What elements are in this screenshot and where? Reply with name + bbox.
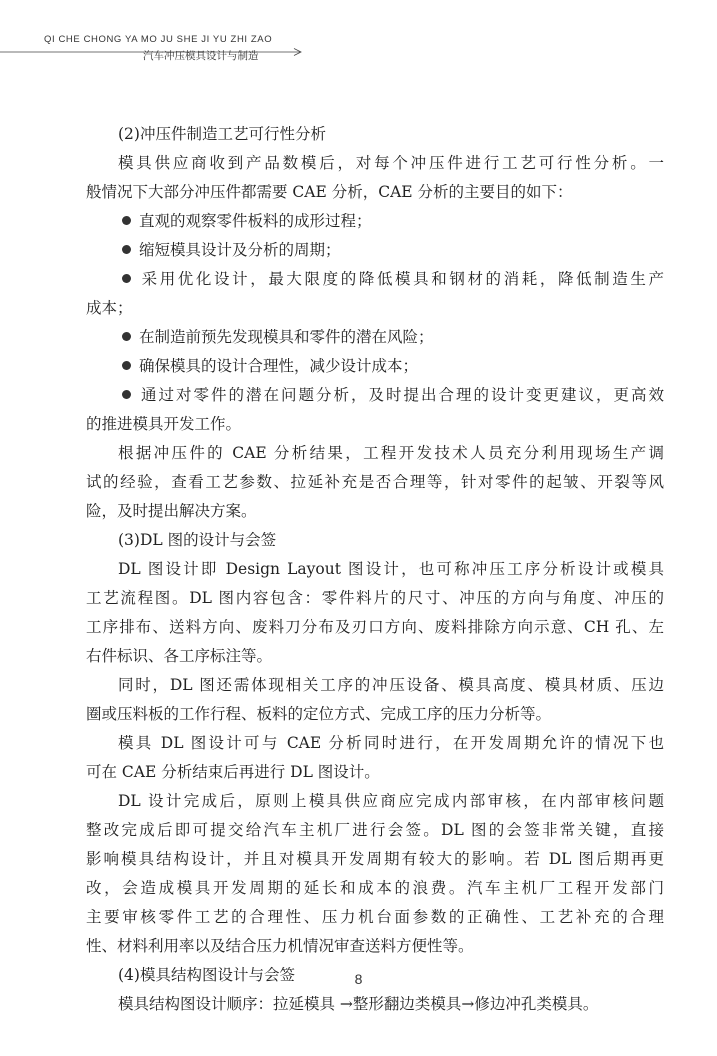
bullet-dot-icon bbox=[122, 274, 131, 283]
line-text: 试的经验，查看工艺参数、拉延补充是否合理等，针对零件的起皱、开裂等风 bbox=[86, 473, 664, 491]
text-line bbox=[86, 149, 664, 178]
line-text: 改，会造成模具开发周期的延长和成本的浪费。汽车主机厂工程开发部门 bbox=[86, 879, 664, 897]
bullet-item bbox=[86, 323, 664, 352]
text-line bbox=[86, 729, 664, 758]
text-line bbox=[86, 903, 664, 932]
text-line bbox=[86, 671, 664, 700]
text-line bbox=[86, 584, 664, 613]
line-text: 工序排布、送料方向、废料刀分布及刃口方向、废料排除方向示意、CH 孔、左 bbox=[86, 618, 664, 636]
bullet-item bbox=[86, 236, 664, 265]
line-text: 同时，DL 图还需体现相关工序的冲压设备、模具高度、模具材质、压边 bbox=[118, 676, 664, 694]
text-line bbox=[86, 642, 664, 671]
line-text: 般情况下大部分冲压件都需要 CAE 分析，CAE 分析的主要目的如下： bbox=[86, 183, 573, 201]
bullet-dot-icon bbox=[122, 361, 131, 370]
line-text: 成本； bbox=[86, 299, 133, 317]
bullet-item bbox=[86, 265, 664, 294]
line-text: (2)冲压件制造工艺可行性分析 bbox=[118, 125, 326, 143]
text-line bbox=[86, 294, 664, 323]
bullet-item bbox=[86, 207, 664, 236]
line-text: 主要审核零件工艺的合理性、压力机台面参数的正确性、工艺补充的合理 bbox=[86, 908, 664, 926]
line-text: 在制造前预先发现模具和零件的潜在风险； bbox=[139, 328, 434, 346]
text-line bbox=[86, 990, 664, 1019]
line-text: 的推进模具开发工作。 bbox=[86, 415, 242, 433]
body-text bbox=[86, 120, 664, 1019]
text-line bbox=[86, 497, 664, 526]
line-text: 性、材料利用率以及结合压力机情况审查送料方便性等。 bbox=[86, 937, 474, 955]
line-text: 采用优化设计，最大限度的降低模具和钢材的消耗，降低制造生产 bbox=[139, 270, 664, 288]
text-line bbox=[86, 613, 664, 642]
text-line bbox=[86, 555, 664, 584]
text-line bbox=[86, 178, 664, 207]
line-text: (3)DL 图的设计与会签 bbox=[118, 531, 277, 549]
bullet-dot-icon bbox=[122, 390, 131, 399]
line-text: 整改完成后即可提交给汽车主机厂进行会签。DL 图的会签非常关键，直接 bbox=[86, 821, 664, 839]
line-text: 根据冲压件的 CAE 分析结果，工程开发技术人员充分利用现场生产调 bbox=[118, 444, 664, 462]
line-text: 通过对零件的潜在问题分析，及时提出合理的设计变更建议，更高效 bbox=[139, 386, 664, 404]
line-text: 直观的观察零件板料的成形过程； bbox=[139, 212, 372, 230]
line-text: 确保模具的设计合理性，减少设计成本； bbox=[139, 357, 419, 375]
text-line bbox=[86, 758, 664, 787]
line-text: 险，及时提出解决方案。 bbox=[86, 502, 257, 520]
text-line bbox=[86, 120, 664, 149]
line-text: 模具供应商收到产品数模后，对每个冲压件进行工艺可行性分析。一 bbox=[118, 154, 664, 172]
text-line bbox=[86, 787, 664, 816]
text-line bbox=[86, 468, 664, 497]
text-line bbox=[86, 526, 664, 555]
line-text: DL 图设计即 Design Layout 图设计，也可称冲压工序分析设计或模具 bbox=[118, 560, 664, 578]
line-text: 可在 CAE 分析结束后再进行 DL 图设计。 bbox=[86, 763, 380, 781]
text-line bbox=[86, 874, 664, 903]
line-text: 圈或压料板的工作行程、板料的定位方式、完成工序的压力分析等。 bbox=[86, 705, 552, 723]
text-line bbox=[86, 932, 664, 961]
header-pinyin: QI CHE CHONG YA MO JU SHE JI YU ZHI ZAO bbox=[44, 34, 273, 45]
line-text: 模具 DL 图设计可与 CAE 分析同时进行，在开发周期允许的情况下也 bbox=[118, 734, 664, 752]
header-book-title: 汽车冲压模具设计与制造 bbox=[143, 50, 259, 62]
bullet-dot-icon bbox=[122, 332, 131, 341]
line-text: 右件标识、各工序标注等。 bbox=[86, 647, 273, 665]
line-text: 模具结构图设计顺序：拉延模具 →整形翻边类模具→修边冲孔类模具。 bbox=[118, 995, 599, 1013]
bullet-item bbox=[86, 352, 664, 381]
line-text: 影响模具结构设计，并且对模具开发周期有较大的影响。若 DL 图后期再更 bbox=[86, 850, 664, 868]
line-text: 缩短模具设计及分析的周期； bbox=[139, 241, 341, 259]
text-line bbox=[86, 439, 664, 468]
text-line bbox=[86, 816, 664, 845]
page-number: 8 bbox=[354, 971, 363, 987]
line-text: DL 设计完成后，原则上模具供应商应完成内部审核，在内部审核问题 bbox=[118, 792, 664, 810]
text-line bbox=[86, 845, 664, 874]
bullet-dot-icon bbox=[122, 245, 131, 254]
bullet-item bbox=[86, 381, 664, 410]
line-text: 工艺流程图。DL 图内容包含：零件料片的尺寸、冲压的方向与角度、冲压的 bbox=[86, 589, 664, 607]
line-text: (4)模具结构图设计与会签 bbox=[118, 966, 295, 984]
running-header bbox=[0, 30, 320, 70]
text-line bbox=[86, 700, 664, 729]
text-line bbox=[86, 410, 664, 439]
bullet-dot-icon bbox=[122, 216, 131, 225]
